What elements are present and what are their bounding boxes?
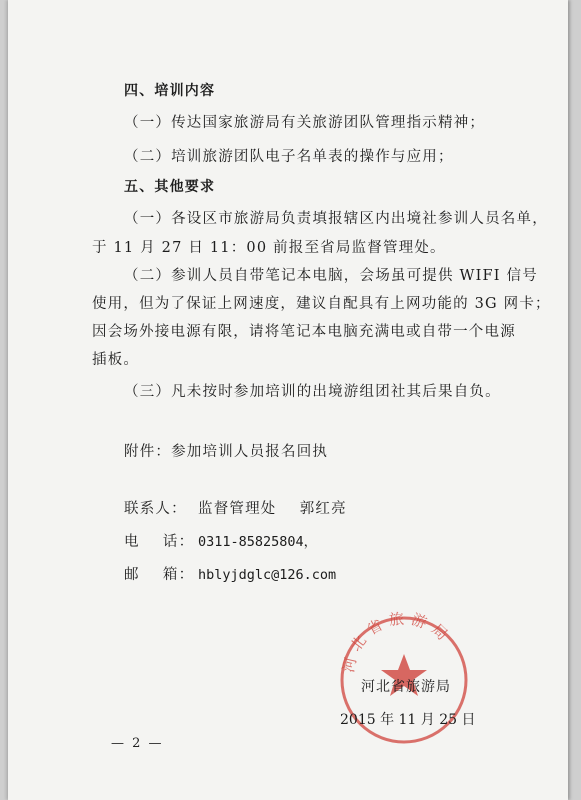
attachment-note: 附件：参加培训人员报名回执 bbox=[124, 444, 329, 460]
contact-person-value: 监督管理处 郭红亮 bbox=[198, 501, 347, 517]
section5-item1-line1: （一）各设区市旅游局负责填报辖区内出境社参训人员名单， bbox=[124, 211, 548, 227]
contact-person-label: 联系人： bbox=[124, 501, 187, 517]
contact-phone bbox=[124, 530, 317, 551]
contact-person bbox=[124, 497, 347, 518]
contact-phone-value: 0311-85825804， bbox=[198, 534, 318, 550]
section5-item3: （三）凡未按时参加培训的出境游组团社其后果自负。 bbox=[124, 384, 501, 400]
section5-heading: 五、其他要求 bbox=[124, 179, 216, 195]
contact-email-label: 邮 箱： bbox=[124, 567, 195, 583]
section5-item2-line2: 使用，但为了保证上网速度，建议自配具有上网功能的 3G 网卡； bbox=[92, 296, 551, 312]
section5-item2-line3: 因会场外接电源有限，请将笔记本电脑充满电或自带一个电源 bbox=[92, 324, 516, 340]
contact-phone-label: 电 话： bbox=[124, 534, 195, 550]
signature-date: 2015 年 11 月 25 日 bbox=[340, 712, 476, 728]
seal-text: 河北省旅游局 bbox=[339, 610, 456, 675]
section5-item1-line2: 于 11 月 27 日 11：00 前报至省局监督管理处。 bbox=[92, 240, 446, 256]
section4-heading: 四、培训内容 bbox=[124, 83, 216, 99]
document-page bbox=[8, 0, 568, 800]
section4-item-1: （一）传达国家旅游局有关旅游团队管理指示精神； bbox=[124, 115, 486, 131]
contact-email bbox=[124, 563, 336, 584]
section5-item2-line4: 插板。 bbox=[92, 352, 140, 368]
section4-item-2: （二）培训旅游团队电子名单表的操作与应用； bbox=[124, 149, 454, 165]
signature-org: 河北省旅游局 bbox=[361, 679, 451, 695]
section5-item2-line1: （二）参训人员自带笔记本电脑，会场虽可提供 WIFI 信号 bbox=[124, 268, 538, 284]
page-number: — 2 — bbox=[111, 736, 164, 751]
contact-email-value: hblyjdglc@126.com bbox=[198, 567, 337, 583]
